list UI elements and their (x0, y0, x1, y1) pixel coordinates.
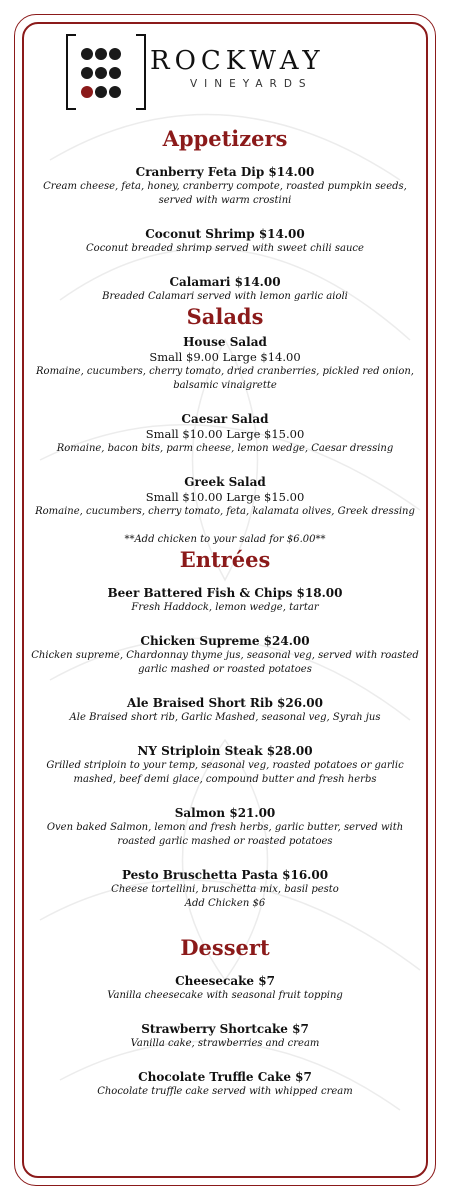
menu-item (30, 585, 420, 615)
item-description: Cheese tortellini, bruschetta mix, basil pesto (111, 884, 339, 895)
brand-subtitle: VINEYARDS (190, 78, 313, 90)
item-name: Greek Salad (184, 475, 266, 489)
item-name: Pesto Bruschetta Pasta $16.00 (121, 868, 329, 882)
item-price: Small $10.00 Large $15.00 (145, 427, 305, 441)
menu-item (30, 164, 420, 208)
item-description: Vanilla cake, strawberries and cream (130, 1038, 320, 1049)
logo-dot (81, 48, 93, 60)
item-addon: Add Chicken $6 (184, 898, 266, 909)
section-title-entrees: Entrées (179, 547, 271, 572)
section-title-salads: Salads (186, 304, 264, 329)
item-price: Small $9.00 Large $14.00 (149, 350, 301, 364)
item-name: Chicken Supreme $24.00 (140, 634, 310, 648)
logo-dot (95, 67, 107, 79)
menu-item (30, 973, 420, 1003)
item-description: Vanilla cheesecake with seasonal fruit topping (107, 990, 343, 1001)
logo-dot (109, 48, 121, 60)
logo-dot (109, 86, 121, 98)
menu-item (30, 743, 420, 787)
menu-item (30, 633, 420, 677)
brand-name: ROCKWAY (150, 46, 325, 76)
section-dessert (30, 935, 420, 1099)
item-description: Chocolate truffle cake served with whipped cream (97, 1086, 353, 1097)
item-description: Coconut breaded shrimp served with sweet chili sauce (86, 243, 364, 254)
item-description: Ale Braised short rib, Garlic Mashed, seasonal veg, Syrah jus (69, 712, 381, 723)
item-name: Ale Braised Short Rib $26.00 (127, 696, 323, 710)
menu-item (30, 411, 420, 456)
menu (30, 126, 420, 1113)
menu-item (30, 1021, 420, 1051)
item-description: Fresh Haddock, lemon wedge, tartar (131, 602, 319, 613)
item-description: Oven baked Salmon, lemon and fresh herbs, garlic butter, served with roasted garlic mashed or roasted potatoes (46, 822, 404, 847)
logo-dot (81, 67, 93, 79)
menu-item (30, 1069, 420, 1099)
logo-dot (95, 48, 107, 60)
item-description: Romaine, bacon bits, parm cheese, lemon wedge, Caesar dressing (56, 443, 394, 454)
item-name: Coconut Shrimp $14.00 (145, 227, 305, 241)
section-appetizers (30, 126, 420, 304)
item-description: Chicken supreme, Chardonnay thyme jus, seasonal veg, served with roasted garlic mashed or roasted potatoes (31, 650, 419, 675)
section-entrees (30, 547, 420, 911)
logo-dot (109, 67, 121, 79)
section-title-appetizers: Appetizers (162, 126, 288, 151)
menu-item (30, 867, 420, 911)
item-description: Breaded Calamari served with lemon garlic aioli (102, 291, 348, 302)
rockway-logo (66, 34, 146, 110)
item-description: Cream cheese, feta, honey, cranberry compote, roasted pumpkin seeds, served with warm crostini (43, 181, 407, 206)
item-name: NY Striploin Steak $28.00 (137, 744, 313, 758)
menu-item (30, 274, 420, 304)
menu-item (30, 474, 420, 519)
menu-item (30, 805, 420, 849)
logo-dot (95, 86, 107, 98)
brand (150, 46, 390, 90)
item-name: Cheesecake $7 (175, 974, 275, 988)
logo-dot-red (81, 86, 93, 98)
item-name: Calamari $14.00 (169, 275, 281, 289)
item-name: Chocolate Truffle Cake $7 (138, 1070, 312, 1084)
section-salads (30, 304, 420, 547)
logo-dots (80, 47, 132, 104)
menu-item (30, 334, 420, 393)
logo-bracket-left (66, 34, 76, 110)
item-description: Grilled striploin to your temp, seasonal veg, roasted potatoes or garlic mashed, beef demi glace, compound butter and fresh herbs (46, 760, 404, 785)
menu-item (30, 695, 420, 725)
item-name: Strawberry Shortcake $7 (141, 1022, 309, 1036)
item-description: Romaine, cucumbers, cherry tomato, feta, kalamata olives, Greek dressing (35, 506, 415, 517)
menu-item (30, 226, 420, 256)
item-name: Beer Battered Fish & Chips $18.00 (107, 586, 343, 600)
item-name: House Salad (183, 335, 267, 349)
item-name: Cranberry Feta Dip $14.00 (135, 165, 315, 179)
salad-add-chicken-note: **Add chicken to your salad for $6.00** (124, 534, 326, 545)
item-description: Romaine, cucumbers, cherry tomato, dried cranberries, pickled red onion, balsamic vinaigrette (36, 366, 414, 391)
item-price: Small $10.00 Large $15.00 (145, 490, 305, 504)
logo-bracket-right (136, 34, 146, 110)
section-title-dessert: Dessert (180, 935, 270, 960)
item-name: Salmon $21.00 (174, 806, 276, 820)
item-name: Caesar Salad (181, 412, 269, 426)
